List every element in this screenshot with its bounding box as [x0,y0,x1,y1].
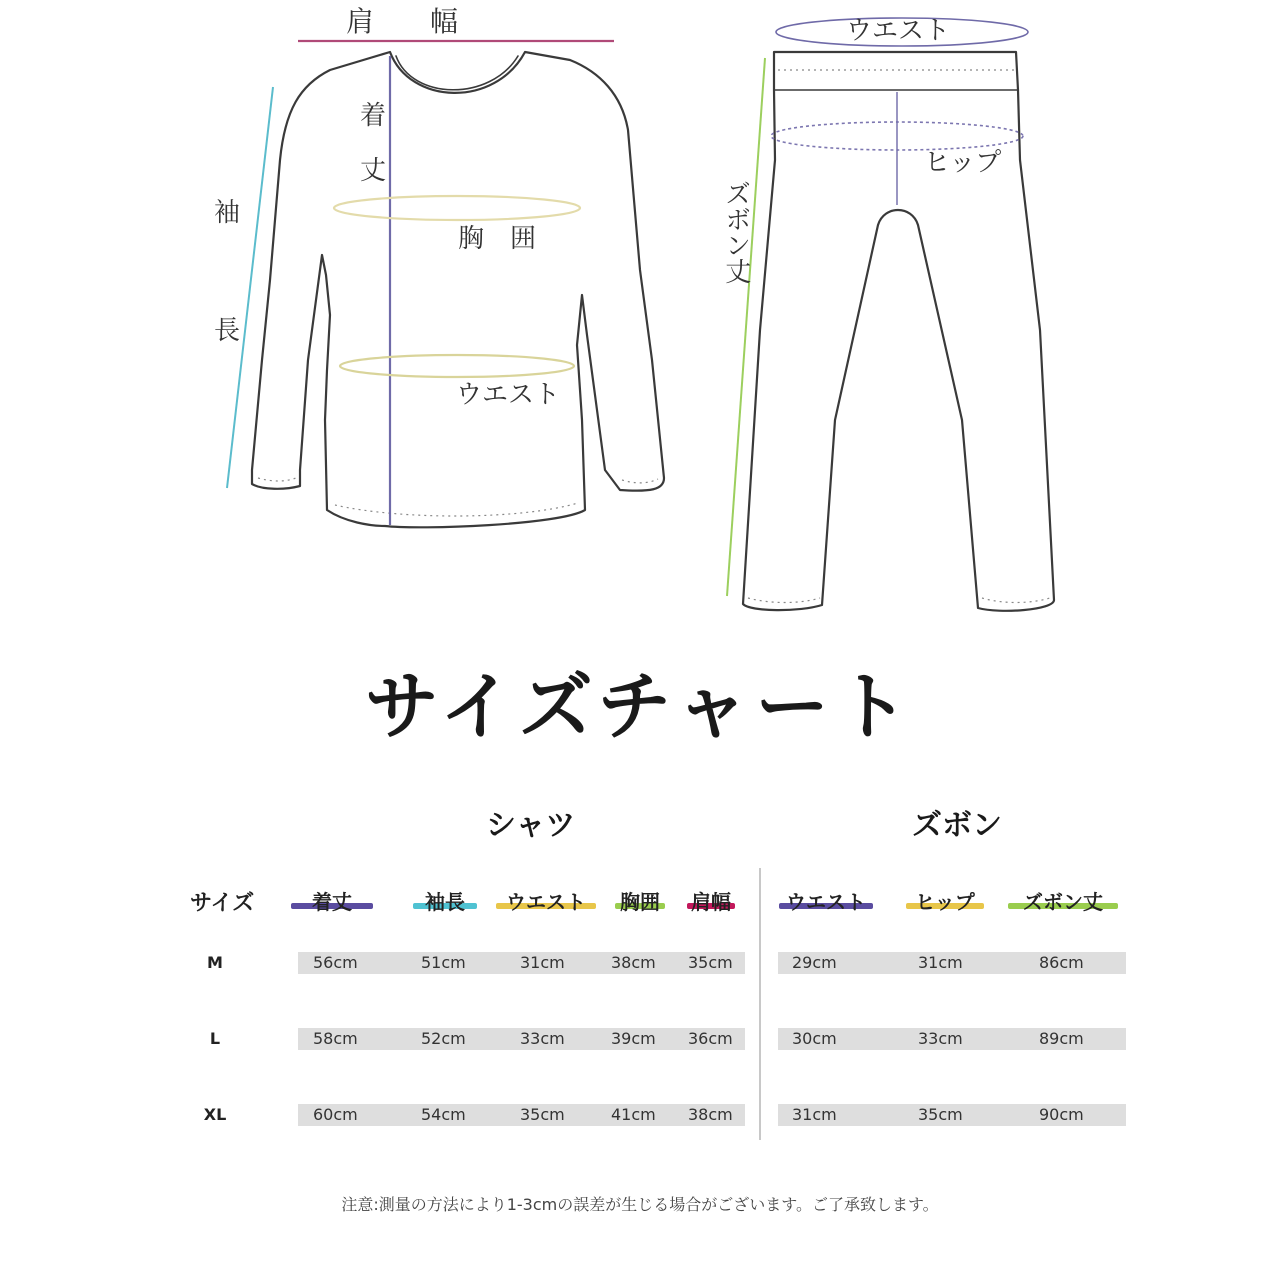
table-cell: 90cm [1039,1105,1084,1124]
shirt-section-title: シャツ [486,808,576,843]
shirt-col-shoulder: 肩幅 [691,890,731,914]
table-cell: 39cm [611,1029,656,1048]
pants-length-label: ズボン丈 [720,180,751,284]
table-cell: 31cm [520,953,565,972]
chest-ellipse [334,196,580,220]
shoulder-width-label: 肩 幅 [346,5,459,38]
shirt-waist-label: ウエスト [456,380,561,410]
pants-col-waist: ウエスト [786,890,866,914]
table-cell: 31cm [918,953,963,972]
size-label-xl: XL [203,1105,227,1124]
page-title: サイズチャート [364,664,916,750]
table-cell: 54cm [421,1105,466,1124]
table-cell: 35cm [688,953,733,972]
pants-outline [743,52,1054,611]
table-cell: 33cm [520,1029,565,1048]
hip-label: ヒップ [924,148,1002,178]
shirt-col-waist: ウエスト [506,890,586,914]
table-cell: 86cm [1039,953,1084,972]
shirt-col-chest: 胸囲 [620,890,660,914]
table-cell: 38cm [611,953,656,972]
waist-ellipse [340,355,574,377]
table-cell: 33cm [918,1029,963,1048]
size-label-m: M [207,953,223,972]
table-cell: 58cm [313,1029,358,1048]
table-cell: 31cm [792,1105,837,1124]
shirt-length-label-top: 着 [360,101,387,131]
shirt-outline [252,52,664,527]
pants-col-hip: ヒップ [915,890,975,914]
shirt-col-sleeve: 袖長 [425,890,465,914]
shirt-col-length: 着丈 [312,890,352,914]
table-cell: 35cm [918,1105,963,1124]
table-cell: 35cm [520,1105,565,1124]
table-cell: 29cm [792,953,837,972]
pants-waist-label: ウエスト [846,16,951,46]
size-label-l: L [209,1029,221,1048]
chest-label: 胸 囲 [458,224,537,254]
table-cell: 51cm [421,953,466,972]
table-divider [759,868,761,1140]
table-cell: 41cm [611,1105,656,1124]
sleeve-length-line [227,87,273,488]
shirt-length-label-bottom: 丈 [360,156,387,186]
pants-section-title: ズボン [912,808,1002,843]
table-cell: 56cm [313,953,358,972]
table-cell: 52cm [421,1029,466,1048]
sleeve-length-label-top: 袖 [214,198,241,228]
footnote: 注意:測量の方法により1-3cmの誤差が生じる場合がございます。ご了承致します。 [341,1195,939,1214]
table-cell: 36cm [688,1029,733,1048]
table-cell: 30cm [792,1029,837,1048]
size-column-header: サイズ [190,891,255,916]
table-cell: 38cm [688,1105,733,1124]
sleeve-length-label-bottom: 長 [214,316,241,346]
table-cell: 89cm [1039,1029,1084,1048]
pants-col-length: ズボン丈 [1023,890,1103,914]
table-cell: 60cm [313,1105,358,1124]
